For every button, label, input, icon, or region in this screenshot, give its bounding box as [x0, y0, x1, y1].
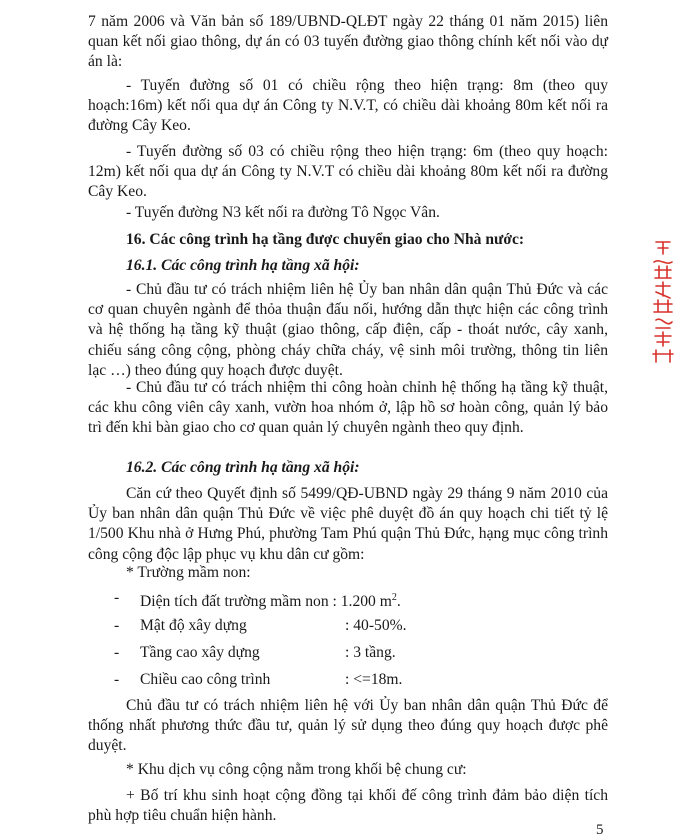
- heading-section-16: 16. Các công trình hạ tầng được chuyển giao cho Nhà nước:: [126, 231, 525, 248]
- spec-label: Diện tích đất trường mầm non : 1.200 $m^2$.: [140, 592, 401, 611]
- spec-row-building-density: [114, 616, 514, 636]
- paragraph-road-03: - Tuyến đường số 03 có chiều rộng theo hiện trạng: 6m (theo quy hoạch: 12m) kết nối qua dự án Công ty N.V.T có chiều dài khoảng 80m kết nối ra đường Cây Keo.: [88, 143, 608, 201]
- spec-dash: -: [114, 644, 120, 661]
- spec-value: : 40-50%.: [345, 617, 407, 634]
- label-kindergarten: * Trường mầm non:: [126, 564, 251, 581]
- spec-row-floors: [114, 643, 514, 663]
- spec-label: Tầng cao xây dựng: [140, 644, 260, 661]
- heading-section-16-2: 16.2. Các công trình hạ tầng xã hội:: [126, 459, 360, 476]
- paragraph-community-area: + Bố trí khu sinh hoạt cộng đồng tại khối đế công trình đảm bảo diện tích phù hợp tiêu chuẩn hiện hành.: [88, 787, 608, 825]
- spec-row-building-height: [114, 670, 514, 690]
- spec-dash: -: [114, 617, 120, 634]
- paragraph-investor-contact: Chủ đầu tư có trách nhiệm liên hệ với Ủy ban nhân dân quận Thủ Đức để thống nhất phương thức đầu tư, quản lý sử dụng theo đúng quy hoạch được phê duyệt.: [88, 697, 608, 755]
- page-number: 5: [596, 822, 604, 838]
- red-stamp-seal-icon: [650, 238, 676, 368]
- paragraph-traffic-connection: 7 năm 2006 và Văn bản số 189/UBND-QLĐT ngày 22 tháng 01 năm 2015) liên quan kết nối giao thông, dự án có 03 tuyến đường giao thông chính kết nối vào dự án là:: [88, 13, 608, 71]
- spec-row-land-area: [114, 588, 514, 611]
- spec-dash: -: [114, 671, 120, 688]
- spec-value: : <=18m.: [345, 671, 403, 688]
- paragraph-investor-connection: - Chủ đầu tư có trách nhiệm liên hệ Ủy ban nhân dân quận Thủ Đức và các cơ quan chuyên ngành để thỏa thuận đấu nối, hướng dẫn thực hiện các công trình và hệ thống hạ tầng kỹ thuật (giao thông, cấp điện, cấp - thoát nước, cây xanh, chiếu sáng công cộng, phòng cháy chữa cháy, vệ sinh môi trường, thông tin liên lạc …) theo đúng quy hoạch được duyệt.: [88, 281, 608, 379]
- spec-label: Mật độ xây dựng: [140, 617, 247, 634]
- spec-dash: -: [114, 589, 120, 606]
- heading-section-16-1: 16.1. Các công trình hạ tầng xã hội:: [126, 257, 360, 274]
- paragraph-road-n3: - Tuyến đường N3 kết nối ra đường Tô Ngọc Vân.: [126, 204, 440, 221]
- paragraph-road-01: - Tuyến đường số 01 có chiều rộng theo hiện trạng: 8m (theo quy hoạch:16m) kết nối qua dự án Công ty N.V.T, có chiều dài khoảng 80m kết nối ra đường Cây Keo.: [88, 77, 608, 135]
- paragraph-investor-construction: - Chủ đầu tư có trách nhiệm thi công hoàn chỉnh hệ thống hạ tầng kỹ thuật, các khu công viên cây xanh, vườn hoa nhóm ở, lập hồ sơ hoàn công, quản lý bảo trì đến khi bàn giao cho cơ quan quản lý chuyên ngành theo quy định.: [88, 379, 608, 437]
- spec-value: : 3 tầng.: [345, 644, 396, 661]
- paragraph-decision-5499: Căn cứ theo Quyết định số 5499/QĐ-UBND ngày 29 tháng 9 năm 2010 của Ủy ban nhân dân quận Thủ Đức về việc phê duyệt đồ án quy hoạch chi tiết tỷ lệ 1/500 Khu nhà ở Hưng Phú, phường Tam Phú quận Thủ Đức, hạng mục công trình công cộng độc lập phục vụ khu dân cư gồm:: [88, 485, 608, 563]
- label-public-services: * Khu dịch vụ công cộng nằm trong khối bệ chung cư:: [126, 761, 467, 778]
- spec-label: Chiều cao công trình: [140, 671, 271, 688]
